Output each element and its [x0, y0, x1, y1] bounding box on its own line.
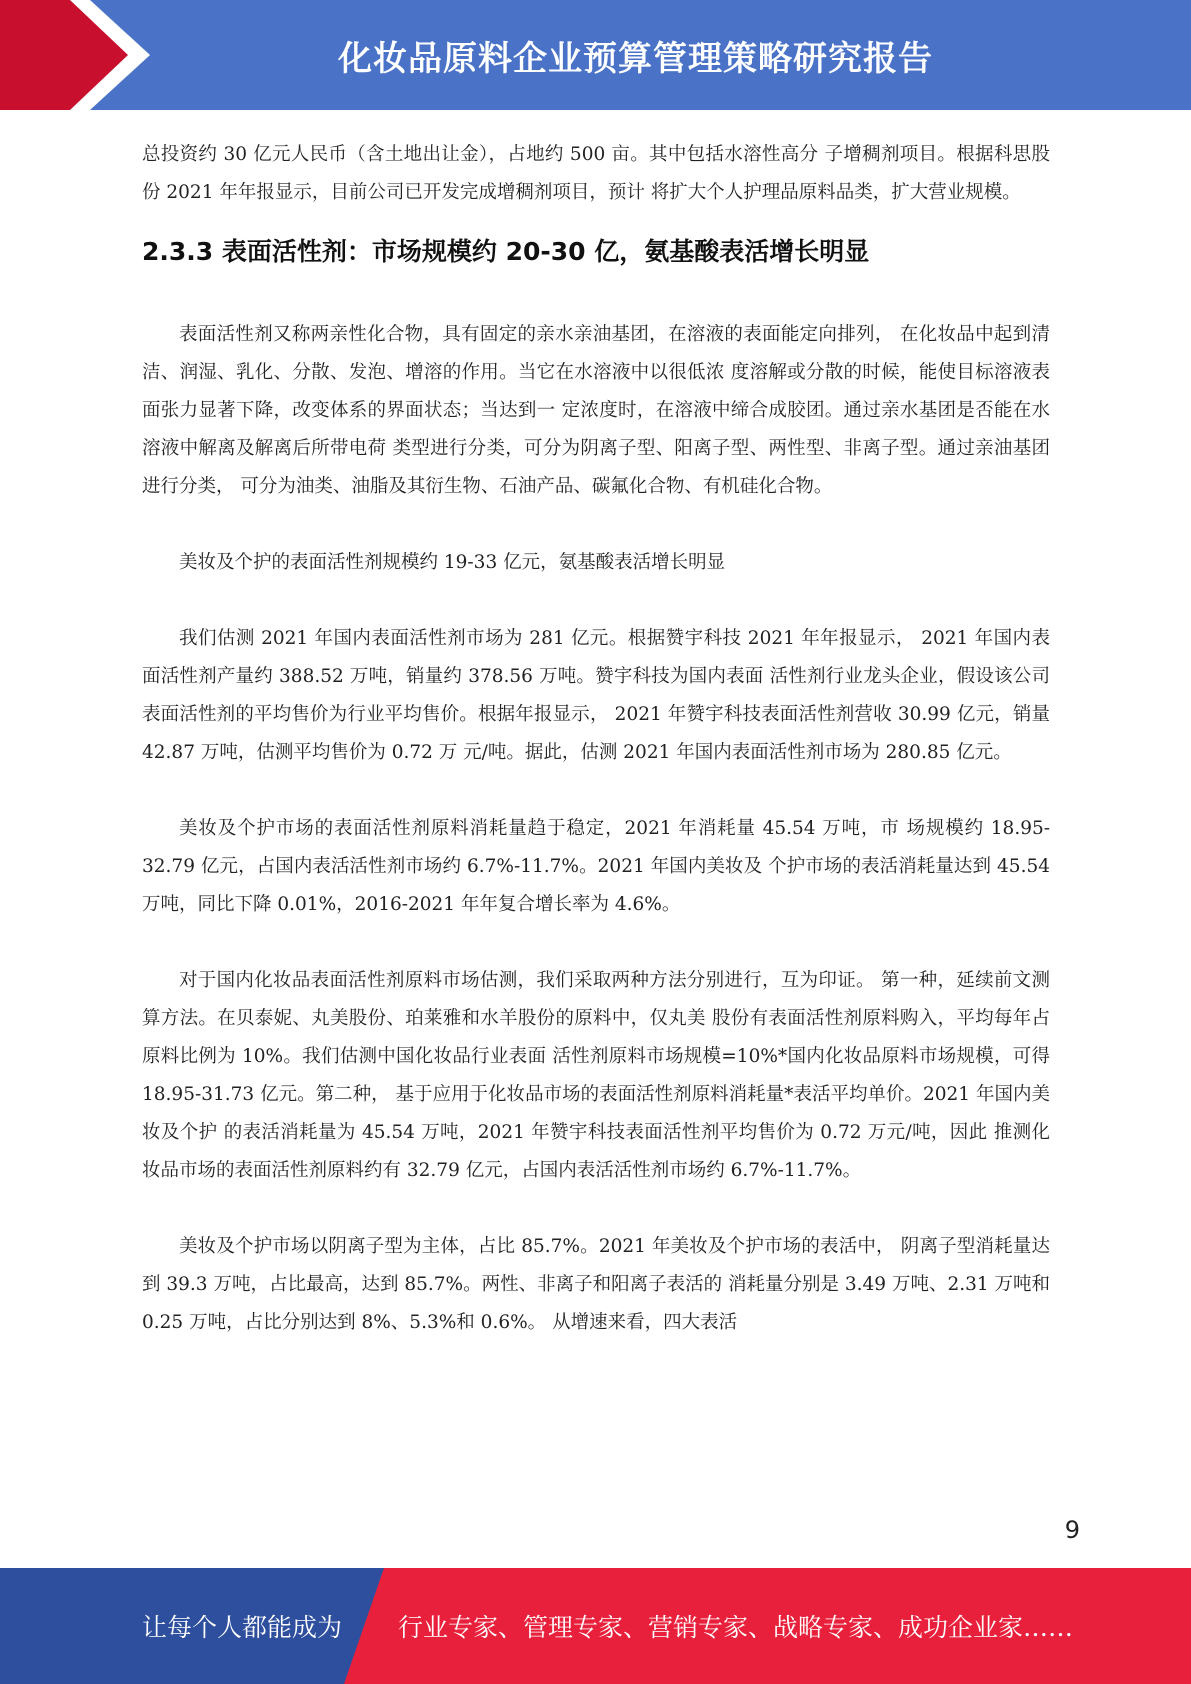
paragraph-intro: 总投资约 30 亿元人民币（含土地出让金），占地约 500 亩。其中包括水溶性高分 子增稠剂项目。根据科思股份 2021 年年报显示，目前公司已开发完成增稠剂项目，预计 将扩大个人护理品原料品类，扩大营业规模。	[142, 144, 1050, 203]
page-number: 9	[1064, 1516, 1080, 1544]
paragraph-anionic: 美妆及个护市场以阴离子型为主体，占比 85.7%。2021 年美妆及个护市场的表活中， 阴离子型消耗量达到 39.3 万吨，占比最高，达到 85.7%。两性、非离子和阳离子表活的 消耗量分别是 3.49 万吨、2.31 万吨和 0.25 万吨，占比分别达到 8%、5.3%和 0.6%。 从增速来看，四大表活	[142, 1236, 1051, 1333]
header-title: 化妆品原料企业预算管理策略研究报告	[338, 38, 933, 79]
paragraph-definition: 表面活性剂又称两亲性化合物，具有固定的亲水亲油基团，在溶液的表面能定向排列， 在化妆品中起到清洁、润湿、乳化、分散、发泡、增溶的作用。当它在水溶液中以很低浓 度溶解或分散的时候，能使目标溶液表面张力显著下降，改变体系的界面状态；当达到一 定浓度时，在溶液中缔合成胶团。通过亲水基团是否能在水溶液中解离及解离后所带电荷 类型进行分类，可分为阴离子型、阳离子型、两性型、非离子型。通过亲油基团进行分类， 可分为油类、油脂及其衍生物、石油产品、碳氟化合物、有机硅化合物。	[142, 324, 1050, 497]
footer-slogan-right: 行业专家、管理专家、营销专家、战略专家、成功企业家……	[398, 1613, 1074, 1642]
paragraph-subheading: 美妆及个护的表面活性剂规模约 19-33 亿元，氨基酸表活增长明显	[179, 552, 726, 573]
page-header	[0, 0, 1191, 110]
page-footer	[0, 1568, 1191, 1684]
paragraph-methods: 对于国内化妆品表面活性剂原料市场估测，我们采取两种方法分别进行，互为印证。 第一种，延续前文测算方法。在贝泰妮、丸美股份、珀莱雅和水羊股份的原料中，仅丸美 股份有表面活性剂原料购入，平均每年占原料比例为 10%。我们估测中国化妆品行业表面 活性剂原料市场规模=10%*国内化妆品原料市场规模，可得 18.95-31.73 亿元。第二种， 基于应用于化妆品市场的表面活性剂原料消耗量*表活平均单价。2021 年国内美妆及个护 的表活消耗量为 45.54 万吨，2021 年赞宇科技表面活性剂平均售价为 0.72 万元/吨，因此 推测化妆品市场的表面活性剂原料约有 32.79 亿元，占国内表活活性剂市场约 6.7%-11.7%。	[142, 970, 1050, 1181]
paragraph-market-estimate: 我们估测 2021 年国内表面活性剂市场为 281 亿元。根据赞宇科技 2021 年年报显示， 2021 年国内表面活性剂产量约 388.52 万吨，销量约 378.56 万吨。赞宇科技为国内表面 活性剂行业龙头企业，假设该公司表面活性剂的平均售价为行业平均售价。根据年报显示， 2021 年赞宇科技表面活性剂营收 30.99 亿元，销量 42.87 万吨，估测平均售价为 0.72 万 元/吨。据此，估测 2021 年国内表面活性剂市场为 280.85 亿元。	[142, 628, 1050, 763]
paragraph-consumption: 美妆及个护市场的表面活性剂原料消耗量趋于稳定，2021 年消耗量 45.54 万吨，市 场规模约 18.95-32.79 亿元，占国内表活活性剂市场约 6.7%-11.7%。2021 年国内美妆及 个护市场的表活消耗量达到 45.54 万吨，同比下降 0.01%，2016-2021 年年复合增长率为 4.6%。	[142, 818, 1050, 915]
footer-slogan-left: 让每个人都能成为	[142, 1613, 343, 1642]
section-heading: 2.3.3 表面活性剂：市场规模约 20-30 亿，氨基酸表活增长明显	[142, 237, 870, 266]
document-body	[142, 136, 1050, 1342]
